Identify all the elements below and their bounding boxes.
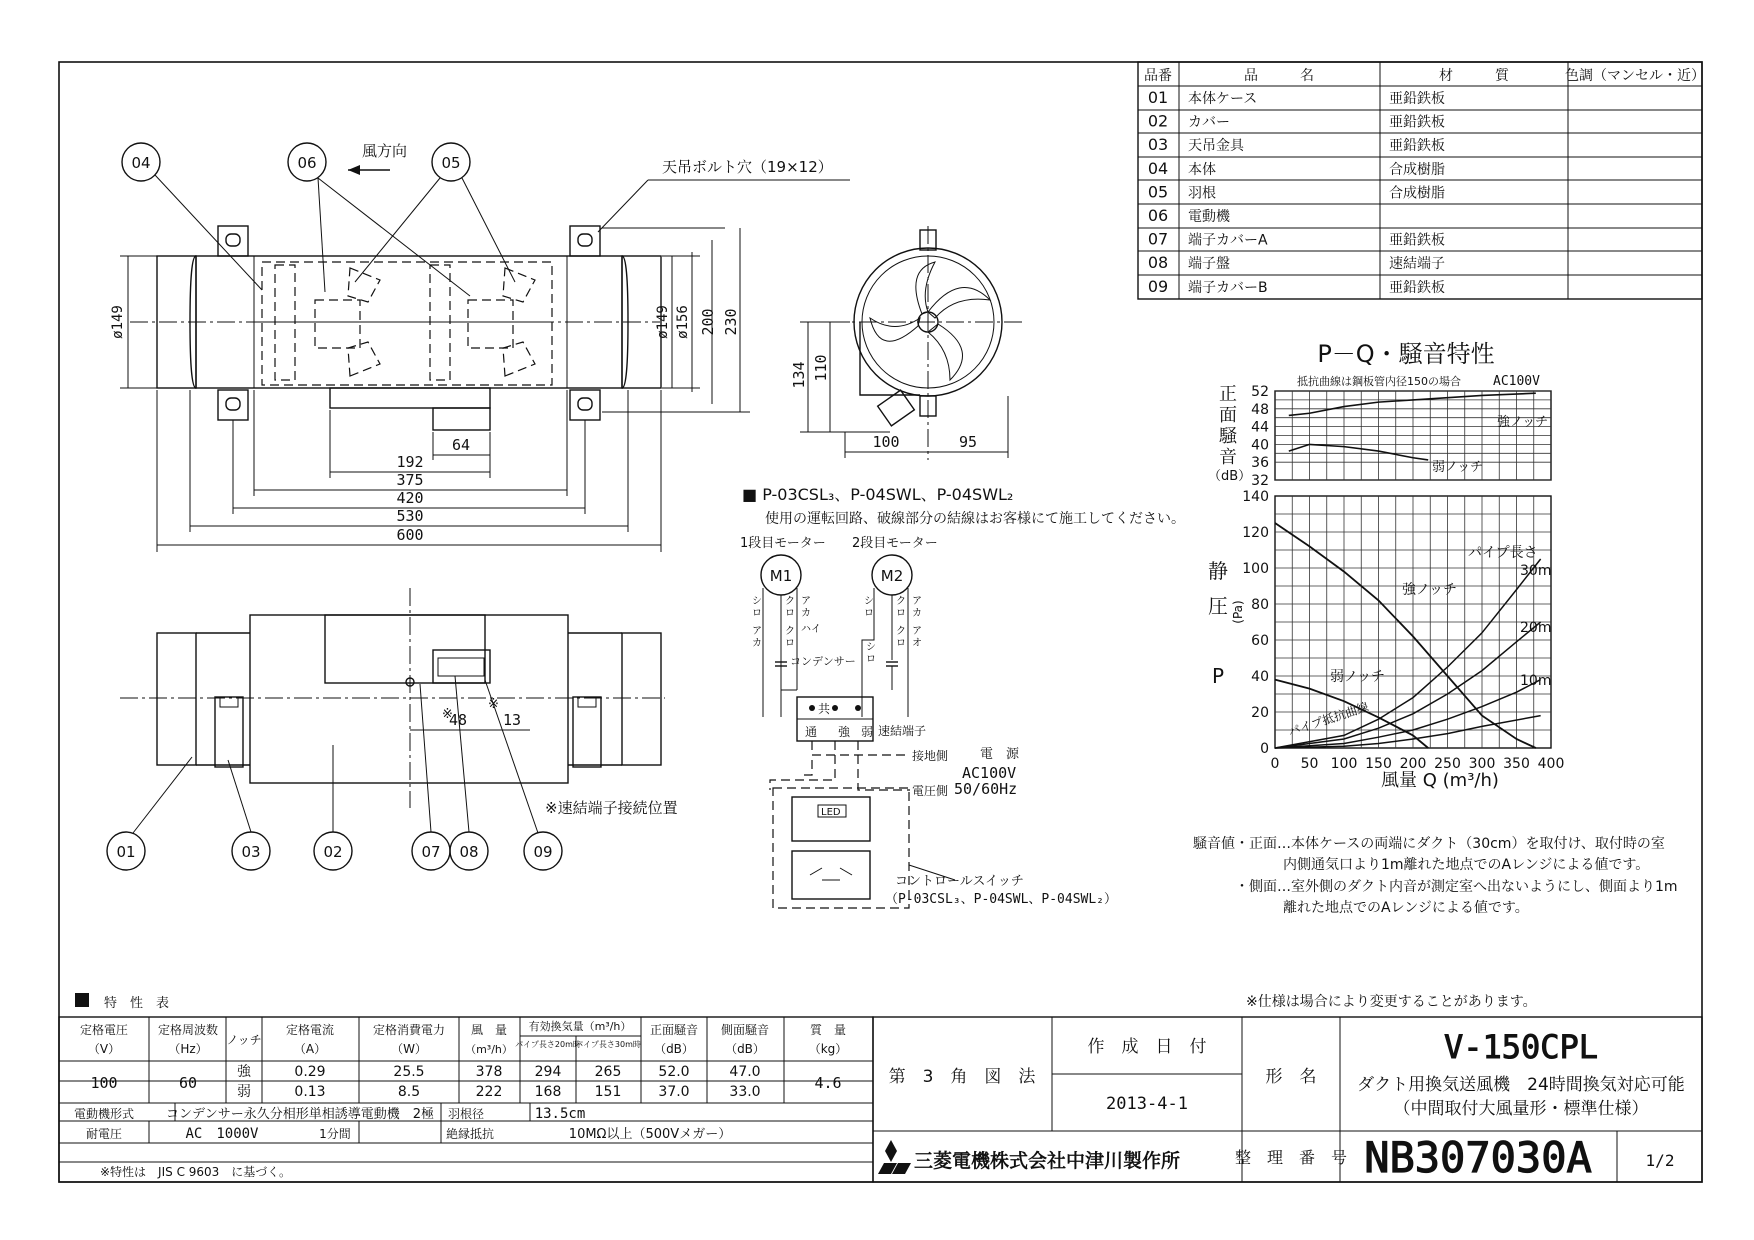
dim-420: 420: [396, 489, 424, 507]
svg-text:シ: シ: [752, 596, 762, 607]
ground-side-label: 接地側: [912, 749, 949, 763]
bottom-view: [107, 588, 678, 870]
model-label: 形 名: [1265, 1067, 1317, 1087]
svg-text:M1: M1: [769, 567, 793, 585]
spec-cell-power: 8.5: [397, 1084, 421, 1100]
parts-row-name: 本体: [1188, 161, 1216, 178]
parts-row-no: 09: [1147, 276, 1169, 296]
power-voltage: AC100V: [962, 764, 1017, 782]
svg-text:ロ: ロ: [866, 654, 876, 665]
parts-row-name: 電動機: [1188, 209, 1230, 225]
pq-ytick-label: 140: [1242, 489, 1269, 505]
spec-cell-pipe20: 294: [534, 1064, 562, 1080]
parts-row-no: 02: [1147, 111, 1169, 131]
spec-cell-side: 33.0: [729, 1084, 761, 1100]
dim-230: 230: [722, 308, 740, 336]
title-block: [873, 1017, 1702, 1182]
svg-text:ア: ア: [912, 596, 922, 607]
svg-text:側面騒音: 側面騒音: [720, 1023, 770, 1037]
svg-text:06: 06: [297, 154, 317, 172]
spec-cell-notch: 弱: [237, 1084, 251, 1100]
control-switch-label: コントロールスイッチ: [895, 874, 1024, 889]
svg-text:弱: 弱: [861, 725, 874, 739]
svg-text:羽根径: 羽根径: [447, 1107, 485, 1121]
pq-xtick-label: 300: [1468, 756, 1496, 772]
model-subdescription: （中間取付大風量形・標準仕様）: [1393, 1099, 1649, 1119]
noise-series-strong: [1289, 393, 1536, 415]
parts-row-material: 亜鉛鉄板: [1389, 138, 1445, 155]
pq-xtick-label: 350: [1503, 756, 1530, 772]
spec-cell-front: 52.0: [658, 1064, 690, 1080]
pq-annotation: パイプ抵抗曲線: [1286, 699, 1371, 739]
power-frequency: 50/60Hz: [954, 780, 1018, 798]
svg-text:定格消費電力: 定格消費電力: [372, 1023, 446, 1037]
svg-text:強: 強: [838, 725, 851, 739]
svg-text:ク: ク: [896, 596, 906, 607]
noise-note-line3: ・側面…室外側のダクト内音が測定室へ出ないようにし、側面より1m: [1235, 879, 1678, 895]
pq-annotation: 強ノッチ: [1402, 582, 1458, 598]
pq-xtick-label: 200: [1399, 756, 1427, 772]
noise-yunit: （dB）: [1208, 469, 1252, 484]
noise-tick-label: 44: [1251, 419, 1269, 436]
spec-cell-current: 0.29: [294, 1064, 326, 1080]
spec-cell-front: 37.0: [658, 1084, 690, 1100]
condenser-label: コンデンサー: [790, 655, 856, 668]
ref-number: NB307030A: [1364, 1133, 1592, 1182]
spec-frequency: 60: [178, 1074, 198, 1092]
parts-row-no: 06: [1147, 206, 1169, 225]
dim-100: 100: [872, 433, 900, 451]
pq-yunit: (Pa): [1231, 600, 1245, 624]
pq-xlabel: 風量 Q (m³/h): [1381, 770, 1499, 791]
spec-mass: 4.6: [814, 1074, 842, 1092]
created-label: 作 成 日 付: [1087, 1037, 1207, 1057]
noise-tick-label: 32: [1251, 473, 1269, 489]
dim-134: 134: [790, 361, 808, 389]
parts-row-material: 亜鉛鉄板: [1389, 114, 1445, 131]
svg-text:ノッチ: ノッチ: [226, 1033, 262, 1047]
dim-200: 200: [699, 308, 717, 336]
dim-375: 375: [396, 471, 424, 489]
svg-text:（Hz）: （Hz）: [168, 1042, 208, 1056]
svg-text:ア: ア: [752, 626, 762, 637]
svg-text:（dB）: （dB）: [725, 1042, 765, 1056]
noise-note-line4: 離れた地点でのAレンジによる値です。: [1283, 900, 1529, 916]
pq-ytick-label: 80: [1251, 597, 1269, 613]
svg-text:（W）: （W）: [391, 1042, 427, 1056]
svg-text:定格電圧: 定格電圧: [79, 1023, 129, 1037]
svg-text:ク: ク: [785, 626, 795, 637]
dim-48-mark: ※: [442, 707, 453, 722]
projection-label: 第 3 角 図 法: [888, 1067, 1036, 1087]
svg-text:カ: カ: [912, 608, 922, 619]
pq-annotation: 30m: [1520, 563, 1552, 579]
axis-char: 静: [1208, 559, 1228, 583]
spec-cell-airflow: 378: [475, 1064, 503, 1080]
svg-text:カ: カ: [801, 608, 811, 619]
spec-voltage: 100: [90, 1074, 118, 1092]
svg-text:03: 03: [241, 843, 261, 861]
svg-text:ロ: ロ: [785, 608, 795, 619]
noise-note-line2: 内側通気口より1m離れた地点でのAレンジによる値です。: [1283, 857, 1650, 873]
svg-text:質 量: 質 量: [809, 1023, 847, 1037]
dim-600: 600: [396, 526, 424, 544]
parts-header-color: 色調（マンセル・近）: [1565, 68, 1705, 84]
parts-row-name: 端子盤: [1188, 256, 1230, 273]
pq-ytick-label: 20: [1251, 705, 1269, 721]
axis-char: 圧: [1208, 594, 1228, 618]
pq-xtick-label: 250: [1434, 756, 1461, 772]
side-view: [790, 226, 1024, 460]
svg-text:（V）: （V）: [87, 1042, 121, 1056]
svg-text:オ: オ: [912, 638, 922, 649]
airflow-label: 風方向: [362, 142, 408, 160]
noise-series-label: 弱ノッチ: [1432, 460, 1484, 475]
dim-13: 13: [502, 711, 522, 729]
mitsubishi-logo: [878, 1140, 911, 1174]
pq-xtick-label: 50: [1300, 756, 1319, 772]
svg-text:（m³/h）: （m³/h）: [465, 1043, 513, 1056]
pq-ytick-label: 60: [1251, 633, 1269, 649]
svg-text:有効換気量（m³/h）: 有効換気量（m³/h）: [528, 1020, 632, 1033]
led-label: LED: [821, 807, 841, 818]
spec-motor-type: コンデンサー永久分相形単相誘導電動機 2極: [165, 1107, 435, 1122]
svg-text:電動機形式: 電動機形式: [73, 1107, 135, 1121]
pq-annotation: 弱ノッチ: [1330, 669, 1386, 685]
dim-149: ø149: [655, 305, 671, 339]
parts-row-material: 亜鉛鉄板: [1389, 232, 1445, 249]
motor2-label: 2段目モーター: [852, 536, 938, 551]
dim-110: 110: [812, 354, 830, 382]
pq-ytick-label: 100: [1242, 561, 1269, 577]
svg-text:（A）: （A）: [293, 1042, 327, 1056]
dim-149-left: ø149: [110, 305, 126, 339]
pq-annotation: 10m: [1520, 673, 1552, 689]
chart-title: P－Q・騒音特性: [1317, 340, 1495, 368]
wiring-note: 使用の運転回路、破線部分の結線はお客様にて施工してください。: [765, 511, 1185, 527]
dim-95: 95: [958, 433, 978, 451]
svg-text:ア: ア: [912, 626, 922, 637]
svg-text:（dB）: （dB）: [654, 1042, 694, 1056]
parts-row-name: 端子カバーB: [1188, 279, 1268, 296]
svg-text:シ: シ: [866, 642, 876, 653]
pq-ytick-label: 120: [1242, 525, 1269, 541]
svg-text:ロ: ロ: [785, 638, 795, 649]
connection-note: ※速結端子接続位置: [545, 799, 678, 817]
axis-char: 音: [1219, 447, 1237, 468]
control-switch-models: （P-03CSL₃、P-04SWL、P-04SWL₂）: [885, 892, 1118, 907]
parts-row-material: 合成樹脂: [1389, 185, 1445, 202]
svg-text:パイプ長さ20m時: パイプ長さ20m時: [515, 1040, 581, 1049]
svg-text:カ: カ: [752, 638, 762, 649]
spec-cell-pipe30: 265: [594, 1064, 622, 1080]
svg-text:ハイ: ハイ: [801, 624, 821, 635]
svg-text:ク: ク: [896, 626, 906, 637]
noise-tick-label: 40: [1251, 437, 1269, 454]
noise-notes: [1192, 835, 1678, 916]
parts-row-no: 04: [1147, 158, 1169, 178]
svg-text:M2: M2: [880, 567, 904, 585]
parts-row-no: 01: [1147, 88, 1169, 107]
motor1-label: 1段目モーター: [740, 536, 826, 551]
parts-row-no: 07: [1147, 229, 1169, 249]
parts-row-no: 08: [1147, 253, 1169, 273]
parts-row-material: 合成樹脂: [1389, 161, 1445, 178]
svg-text:ロ: ロ: [896, 608, 906, 619]
parts-row-material: 亜鉛鉄板: [1389, 91, 1445, 107]
svg-text:ロ: ロ: [864, 608, 874, 619]
parts-row-no: 05: [1147, 182, 1169, 202]
pq-noise-chart: [1208, 340, 1564, 791]
parts-row-name: 天吊金具: [1188, 138, 1244, 155]
parts-row-no: 03: [1147, 135, 1169, 155]
dim-156: ø156: [675, 305, 691, 339]
spec-cell-airflow: 222: [475, 1084, 503, 1100]
spec-blade-diameter: 13.5cm: [534, 1106, 586, 1122]
spec-table: [59, 993, 873, 1182]
svg-text:05: 05: [441, 154, 461, 172]
pq-ytick-label: 40: [1251, 669, 1269, 685]
svg-text:共: 共: [818, 702, 831, 716]
pq-xtick-label: 0: [1270, 756, 1280, 772]
spec-cell-pipe20: 168: [534, 1084, 562, 1100]
svg-text:定格電流: 定格電流: [285, 1023, 335, 1037]
svg-text:定格周波数: 定格周波数: [157, 1023, 219, 1037]
noise-voltage: AC100V: [1493, 374, 1540, 389]
pq-annotation: パイプ長さ: [1468, 545, 1538, 561]
parts-header-name: 品 名: [1244, 68, 1314, 84]
noise-tick-label: 52: [1251, 384, 1269, 400]
spec-cell-current: 0.13: [294, 1084, 326, 1100]
noise-tick-label: 48: [1251, 401, 1269, 418]
parts-row-name: 本体ケース: [1188, 91, 1258, 107]
parts-row-material: 速結端子: [1389, 256, 1445, 273]
parts-row-material: 亜鉛鉄板: [1389, 279, 1445, 296]
noise-tick-label: 36: [1251, 455, 1269, 472]
dim-64: 64: [451, 436, 471, 454]
svg-text:ロ: ロ: [752, 608, 762, 619]
svg-text:パイプ長さ30m時: パイプ長さ30m時: [575, 1040, 641, 1049]
spec-footnote: ※特性は JIS C 9603 に基づく。: [100, 1165, 292, 1179]
spec-change-note: ※仕様は場合により変更することがあります。: [1246, 994, 1537, 1010]
page-number: 1/2: [1645, 1151, 1675, 1170]
svg-text:風 量: 風 量: [470, 1023, 508, 1037]
svg-text:01: 01: [116, 843, 136, 861]
svg-text:1分間: 1分間: [319, 1127, 351, 1141]
spec-insulation: 10MΩ以上（500Vメガー）: [568, 1127, 732, 1142]
spec-table-title: 特 性 表: [104, 996, 170, 1011]
voltage-side-label: 電圧側: [912, 784, 949, 798]
axis-char: 正: [1219, 384, 1237, 405]
pq-ytick-label: 0: [1260, 741, 1269, 757]
dim-13-mark: ※: [488, 697, 499, 712]
power-label: 電 源: [980, 747, 1020, 762]
wiring-diagram: [740, 485, 1185, 908]
wiring-title: ■ P-03CSL₃、P-04SWL、P-04SWL₂: [742, 485, 1014, 504]
spec-cell-pipe30: 151: [594, 1084, 622, 1100]
model-description: ダクト用換気送風機 24時間換気対応可能: [1357, 1075, 1685, 1095]
created-date: 2013-4-1: [1106, 1094, 1188, 1114]
company-name: 三菱電機株式会社中津川製作所: [914, 1150, 1181, 1172]
model-number: V-150CPL: [1443, 1028, 1599, 1066]
parts-row-name: 端子カバーA: [1188, 232, 1268, 249]
pq-xtick-label: 400: [1537, 756, 1565, 772]
svg-text:（kg）: （kg）: [808, 1042, 848, 1056]
spec-cell-side: 47.0: [729, 1064, 761, 1080]
parts-row-name: 羽根: [1188, 185, 1216, 202]
front-view: [110, 142, 850, 552]
spec-withstand-voltage: AC 1000V: [185, 1126, 259, 1142]
svg-text:絶縁抵抗: 絶縁抵抗: [445, 1127, 495, 1141]
svg-text:07: 07: [421, 843, 441, 861]
pq-xtick-label: 100: [1330, 756, 1358, 772]
bolt-hole-label: 天吊ボルト穴（19×12）: [662, 158, 833, 176]
axis-char: 面: [1219, 405, 1237, 426]
parts-table: [1138, 62, 1705, 299]
ref-label: 整 理 番 号: [1234, 1148, 1348, 1167]
svg-text:09: 09: [533, 843, 553, 861]
noise-series-label: 強ノッチ: [1497, 415, 1549, 430]
axis-char: P: [1211, 664, 1225, 688]
svg-text:正面騒音: 正面騒音: [649, 1023, 699, 1037]
svg-text:08: 08: [459, 843, 479, 861]
noise-note-line1: 騒音値・正面…本体ケースの両端にダクト（30cm）を取付け、取付時の室: [1193, 836, 1665, 852]
dim-530: 530: [396, 507, 424, 525]
svg-text:ア: ア: [801, 596, 811, 607]
spec-cell-power: 25.5: [393, 1064, 425, 1080]
svg-text:耐電圧: 耐電圧: [85, 1127, 123, 1141]
svg-text:02: 02: [323, 843, 343, 861]
dim-192: 192: [396, 453, 424, 471]
svg-text:通: 通: [805, 725, 818, 739]
parts-header-no: 品番: [1144, 68, 1172, 84]
svg-text:ロ: ロ: [896, 638, 906, 649]
svg-text:シ: シ: [864, 596, 874, 607]
pq-xtick-label: 150: [1365, 756, 1392, 772]
terminal-label: 速結端子: [878, 724, 927, 738]
dim-48: 48: [448, 711, 468, 729]
svg-text:04: 04: [131, 154, 151, 172]
spec-cell-notch: 強: [237, 1064, 251, 1080]
noise-note: 抵抗曲線は鋼板管内径150の場合: [1297, 375, 1461, 388]
parts-row-name: カバー: [1188, 114, 1230, 131]
parts-header-material: 材 質: [1439, 68, 1509, 84]
axis-char: 騒: [1219, 426, 1237, 447]
svg-text:ク: ク: [785, 596, 795, 607]
pq-annotation: 20m: [1520, 620, 1552, 636]
